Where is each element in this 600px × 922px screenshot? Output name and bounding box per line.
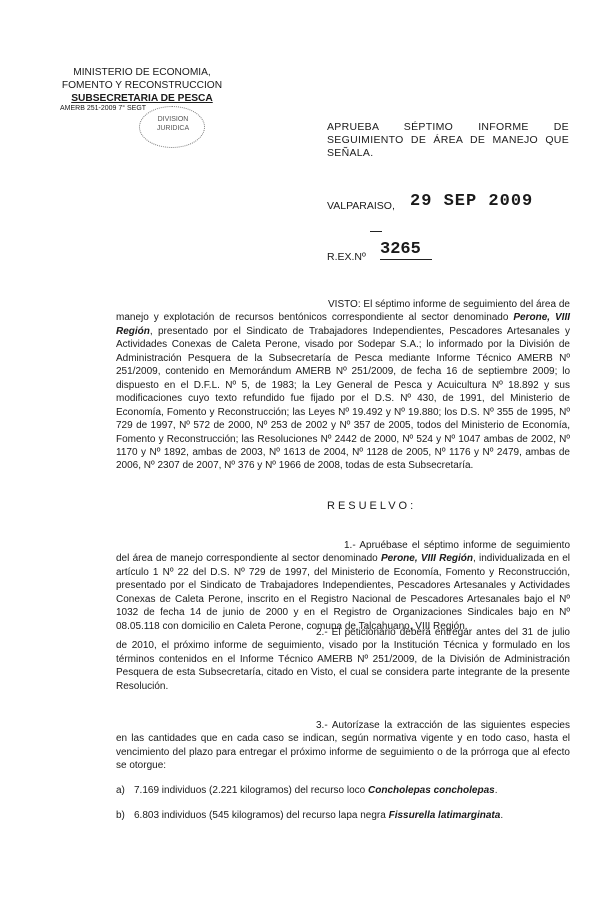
date-stamp: 29 SEP 2009 (410, 192, 534, 211)
item-letter: a) (116, 785, 125, 796)
article-3-paragraph: 3.- Autorízase la extracción de las siguientes especies en las cantidades que en cada caso se indican, según normativa vigente y en todo caso, hasta el vencimiento del plazo para entregar el próximo informe de seguimiento o de la prórroga que al efecto se otorgue: (116, 720, 570, 772)
ministry-line-2: FOMENTO Y RECONSTRUCCION (61, 80, 223, 91)
item-species: Fissurella latimarginata (388, 810, 501, 821)
ministry-line-1: MINISTERIO DE ECONOMIA, (73, 67, 211, 78)
reference-code: AMERB 251-2009 7° SEGT (60, 105, 147, 112)
stamp-ring (139, 106, 205, 148)
item-end: . (494, 785, 498, 796)
article-1-paragraph (116, 539, 570, 633)
item-end: . (500, 810, 504, 821)
item-letter: b) (116, 810, 125, 821)
article-1-text-1: 1.- Apruébase el séptimo informe de seguimiento del área de manejo correspondiente al sector denominado (116, 540, 570, 565)
division-stamp (137, 106, 209, 146)
resolution-subject: APRUEBA SÉPTIMO INFORME DE SEGUIMIENTO DE ÁREA DE MANEJO QUE SEÑALA. (327, 121, 569, 159)
visto-text-1: VISTO: El séptimo informe de seguimiento del área de manejo y explotación de recursos bentónicos correspondiente al sector denominado (116, 299, 570, 324)
item-species: Concholepas concholepas (368, 785, 495, 796)
visto-text-2: , presentado por el Sindicato de Trabajadores Independientes, Pescadores Artesanales y Actividades Conexas de Caleta Perone, visado por Sodepar S.A.; lo informado por la División de Administración Pesquera de la Subsecretaría de Pesca mediante Informe Técnico AMERB Nº 251/2009, contenido en Memorándum AMERB Nº 251/2009, de fecha 16 de septiembre 2009; lo dispuesto en el D.F.L. Nº 5, de 1983; la Ley General de Pesca y Acuicultura Nº 18.892 y sus modificaciones cuyo texto refundido fue fijado por el D.S. Nº 430, de 1991, del Ministerio de Economía, Fomento y Reconstrucción; las Leyes Nº 19.492 y Nº 19.880; los D.S. Nº 355 de 1995, Nº 729 de 1997, Nº 572 de 2000, Nº 253 de 2002 y Nº 357 de 2005, todos del Ministerio de Economía, Fomento y Reconstrucción; las Resoluciones Nº 2442 de 2000, Nº 524 y Nº 1047 ambas de 2002, Nº 1170 y Nº 1892, ambas de 2003, Nº 1613 de 2004, Nº 1128 de 2005, Nº 1176 y Nº 2479, ambas de 2006, Nº 2307 de 2007, Nº 376 y Nº 1966 de 2008, todas de esta Subsecretaría. (116, 325, 570, 472)
article-1-text-2: , individualizada en el artículo 1 Nº 22 del D.S. Nº 729 de 1997, del Ministerio de Economía, Fomento y Reconstrucción, presentado por el Sindicato de Trabajadores Independientes, Pescadores Artesanales y Actividades Conexas de Caleta Perone, inscrito en el Registro Nacional de Pescadores Artesanales bajo el Nº 1032 de fecha 14 de junio de 2000 y en el Registro de Organizaciones Sindicales bajo en Nº 08.05.118 con domicilio en Caleta Perone, comuna de Talcahuano, VIII Región. (116, 553, 570, 632)
stamp-line-1: DIVISION (157, 116, 189, 123)
article-2-paragraph: 2.- El peticionario deberá entregar antes del 31 de julio de 2010, el próximo informe de seguimiento, visado por la Institución Técnica y formulado en los términos contenidos en el Informe Técnico AMERB Nº 251/2009, de la División de Administración Pesquera de esta Subsecretaría, citado en Visto, el cual se considera parte integrante de la presente Resolución. (116, 627, 570, 692)
stamp-line-2: JURIDICA (156, 125, 190, 132)
visto-paragraph (116, 298, 570, 473)
item-text: 7.169 individuos (2.221 kilogramos) del recurso loco (134, 785, 369, 796)
subsecretaria-line: SUBSECRETARIA DE PESCA (71, 93, 213, 104)
place-label: VALPARAISO, (327, 200, 395, 212)
rex-label: R.EX.Nº (327, 251, 366, 263)
visto-place: Perone, VIII Región (116, 312, 570, 337)
dash-mark (370, 231, 382, 232)
list-item (116, 785, 498, 796)
item-text: 6.803 individuos (545 kilogramos) del recurso lapa negra (134, 810, 389, 821)
resuelvo-heading: RESUELVO: (327, 500, 417, 512)
article-1-place: Perone, VIII Región (380, 553, 473, 565)
rex-number: 3265 (380, 240, 432, 260)
list-item (116, 810, 503, 821)
